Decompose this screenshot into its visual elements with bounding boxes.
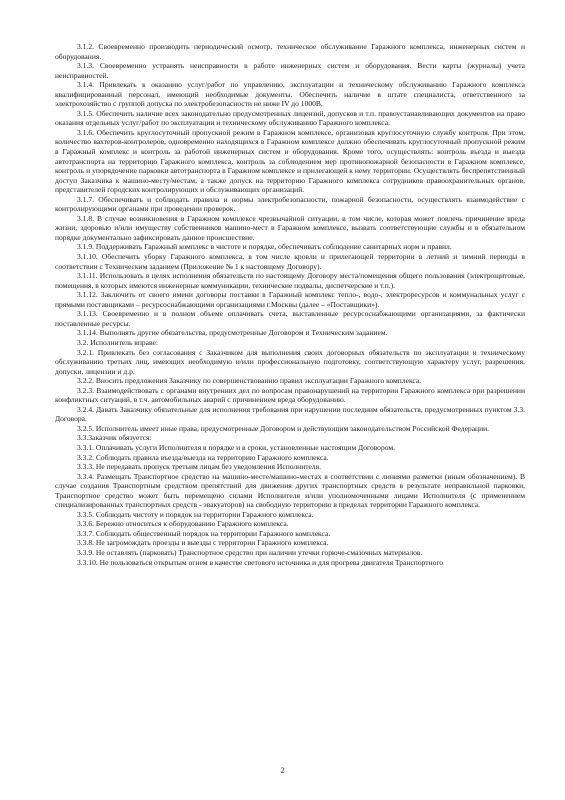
paragraph: 3.1.2. Своевременно производить периодический осмотр, техническое обслуживание Гаражного комплекса, инженерных систем и оборудования. — [55, 42, 525, 61]
paragraph: 3.2.2. Вносить предложения Заказчику по совершенствованию правил эксплуатации Гаражного комплекса. — [77, 376, 422, 386]
paragraph: 3.3.4. Размещать Транспортное средство на машино-месте/машино-местах в соответствии с линиями разметки (иным обозначением). В случае создания Транспортным средством препятствий для движения других транспортных средств в результате неправильной парковки, Транспортное средство может быть перемещено силами Исполнителя и/или уполномоченными лицами Исполнителя (с применением специализированных транспортных средств - эвакуаторов) на свободную территорию в пределах территории Гаражного комплекса. — [55, 471, 525, 510]
paragraph: 3.3.7. Соблюдать общественный порядок на территории Гаражного комплекса. — [77, 528, 331, 538]
paragraph: 3.1.6. Обеспечить круглосуточный пропускной режим в Гаражном комплексе, организовав круглосуточную службу контроля. При этом, количество вахтеров-контролеров, одновременно находящихся в Гаражном комплексе должно обеспечивать круглосуточный пропускной режим в Гаражный комплекс и контроль за работой инженерных систем и оборудования. Кроме того, осуществлять: контроль въезда и выезда автотранспорта на территорию Гаражного комплекса, контроль за соблюдением мер противопожарной безопасности в Гаражном комплексе, контроль и упорядочение парковки автотранспорта в Гаражном комплексе и прилегающей к нему территории. Осуществлять беспрепятственный доступ Заказчика к машино-месту/местам, а также допуск на территорию Гаражного комплекса сотрудников правоохранительных органов, представителей городских контролирующих и обслуживающих организаций. — [55, 127, 525, 195]
paragraph: 3.2.3. Взаимодействовать с органами внутренних дел по вопросам правонарушений на территории Гаражного комплекса при разрешении конфликтных ситуаций, в т.ч. автомобильных аварий с причинением вреда оборудованию. — [55, 385, 525, 405]
paragraph: 3.3.6. Бережно относиться к оборудованию Гаражного комплекса. — [77, 519, 289, 529]
paragraph: 3.3.10. Не пользоваться открытым огнем в качестве светового источника и для прогрева двигателя Транспортного — [77, 557, 444, 567]
paragraph: 3.1.13. Своевременно и в полном объеме оплачивать счета, выставленные ресурсоснабжающими организациями, за фактически поставленные ресурсы. — [55, 309, 525, 328]
paragraph: 3.1.4. Привлекать к оказанию услуг/работ по управлению, эксплуатации и техническому обслуживанию Гаражного комплекса квалифицированный персонал, имеющий необходимые документы. Обеспечить наличие в штате специалиста, ответственного за электрохозяйство с группой допуска по электробезопасности не ниже IV до 1000В. — [55, 80, 525, 109]
page-number: 2 — [280, 766, 285, 775]
paragraph: 3.3.5. Соблюдать чистоту и порядок на территории Гаражного комплекса. — [77, 509, 314, 519]
paragraph: 3.3.Заказчик обязуется: — [77, 433, 152, 443]
paragraph: 3.3.8. Не загромождать проезды и выезды с территории Гаражного комплекса. — [77, 538, 329, 548]
paragraph: 3.1.5. Обеспечить наличие всех законодательно предусмотренных лицензий, допусков и т.п. правоустанавливающих документов на право оказания отдельных услуг/работ по эксплуатации и техническому обслуживанию Гаражного комплекса. — [55, 108, 525, 128]
paragraph: 3.1.9. Поддерживать Гаражный комплекс в чистоте и порядке, обеспечивать соблюдение санитарных норм и правил. — [77, 242, 452, 252]
paragraph: 3.2.1. Привлекать без согласования с Заказчиком для выполнения своих договорных обязательств по эксплуатации и техническому обслуживанию третьих лиц, имеющих необходимую и/или профессиональную подготовку, соответствующую характеру услуг, разрешения, допуски, лицензии и д.р. — [55, 347, 525, 376]
paragraph: 3.1.12. Заключить от своего имени договоры поставки в Гаражный комплекс тепло-, водо-, электроресурсов и коммунальных услуг с прямыми поставщиками – ресурсоснабжающими организациями г.Москвы (далее – «Поставщики»). — [55, 290, 525, 309]
paragraph: 3.3.1. Оплачивать услуги Исполнителя в порядке и в сроки, установленные настоящим Договором. — [77, 442, 396, 452]
paragraph: 3.3.2. Соблюдать правила въезда/выезда на территорию Гаражного комплекса. — [77, 452, 329, 462]
paragraph: 3.1.14. Выполнять другие обязательства, предусмотренные Договором и Техническим заданием. — [77, 328, 388, 338]
paragraph: 3.1.8. В случае возникновения в Гаражном комплексе чрезвычайной ситуации, в том числе, которая может повлечь причинение вреда жизни, здоровью и/или имуществу собственников машино-мест в Гаражном комплексе, вызвать соответствующие службы и в обязательном порядке документально зафиксировать данное происшествие. — [55, 213, 525, 242]
paragraph: 3.3.3. Не передавать пропуск третьим лицам без уведомления Исполнителя. — [77, 462, 322, 472]
paragraph: 3.1.7. Обеспечивать и соблюдать правила и нормы электробезопасности, пожарной безопасности, осуществлять взаимодействие с контролирующими органами при проведении проверок. — [55, 194, 525, 214]
paragraph: 3.2.5. Исполнитель имеет иные права, предусмотренные Договором и действующим законодательством Российской Федерации. — [77, 423, 490, 433]
paragraph: 3.3.9. Не оставлять (парковать) Транспортное средство при наличии утечки горюче-смазочных материалов. — [77, 547, 423, 557]
paragraph: 3.1.10. Обеспечить уборку Гаражного комплекса, в том числе кровли и прилегающей территории в летний и зимний периоды в соответствии с Техническим заданием (Приложение № 1 к настоящему Договору). — [55, 252, 525, 271]
paragraph: 3.1.11. Использовать в целях исполнения обязательств по настоящему Договору места/помещения общего пользования (электрощитовые, помещения, в которых имеются инженерные коммуникации, технические подвалы, диспетчерские и т.п.). — [55, 271, 525, 290]
paragraph: 3.1.3. Своевременно устранять неисправности в работе инженерных систем и оборудования. Вести карты (журналы) учета неисправностей. — [55, 61, 525, 80]
paragraph: 3.2. Исполнитель вправе: — [77, 337, 158, 347]
document-body — [55, 42, 525, 567]
paragraph: 3.2.4. Давать Заказчику обязательные для исполнения требования при нарушении последним обязательств, предусмотренных пунктом 3.3. Договора. — [55, 404, 525, 424]
